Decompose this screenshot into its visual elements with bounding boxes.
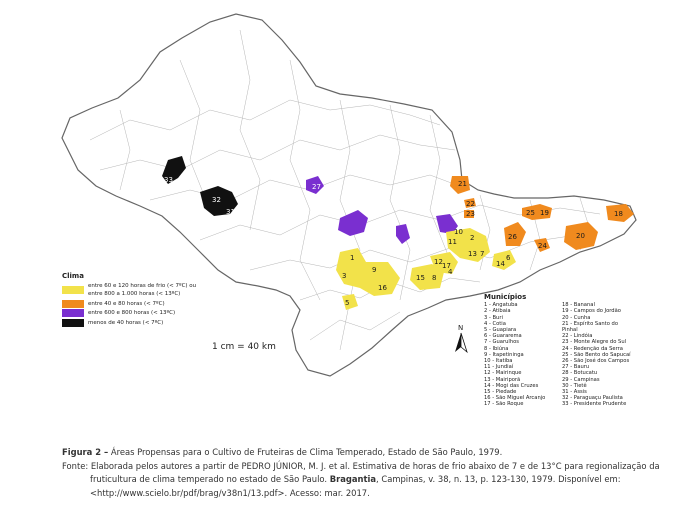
label-4: 4	[448, 268, 453, 276]
municipio-item: 12 - Mairinque	[484, 370, 522, 377]
label-23: 23	[466, 210, 475, 218]
north-arrow-icon	[452, 322, 470, 354]
municipio-item: 27 - Bauru	[562, 364, 590, 371]
municipio-item: 9 - Itapetininga	[484, 351, 524, 358]
label-19: 19	[540, 209, 549, 217]
label-32: 32	[212, 196, 221, 204]
municipio-item: 17 - São Roque	[484, 401, 524, 408]
legend-item	[62, 319, 252, 327]
municipio-item: 30 - Tietê	[562, 382, 587, 389]
label-7: 7	[480, 250, 485, 258]
municipio-item: 1 - Angatuba	[484, 302, 518, 309]
legend-label: entre 40 e 80 horas (< 7ºC)	[88, 300, 165, 307]
legend-item	[62, 282, 252, 298]
municipio-item: 3 - Buri	[484, 314, 503, 321]
figure-text: Áreas Propensas para o Cultivo de Fruteiras de Clima Temperado, Estado de São Paulo, 1979.	[108, 447, 503, 457]
label-3: 3	[342, 272, 347, 280]
municipio-item: 5 - Guapiara	[484, 327, 517, 334]
municipio-item: 33 - Presidente Prudente	[562, 401, 627, 408]
label-15: 15	[416, 274, 425, 282]
municipios-title: Municípios	[484, 293, 527, 301]
municipio-item: 6 - Guararema	[484, 333, 522, 340]
label-14: 14	[496, 260, 505, 268]
municipio-item: 26 - São José dos Campos	[562, 358, 630, 365]
municipios-list	[484, 294, 634, 408]
municipio-item: 24 - Redenção da Serra	[562, 345, 623, 352]
figure-title	[62, 446, 662, 460]
municipio-item: 25 - São Bento do Sapucaí	[562, 351, 631, 358]
figure-source	[62, 460, 662, 501]
municipio-item: 29 - Campinas	[562, 376, 600, 383]
label-6: 6	[506, 254, 511, 262]
legend-swatch-orange	[62, 300, 84, 308]
municipio-item: 10 - Itatiba	[484, 358, 513, 365]
label-17: 17	[442, 262, 451, 270]
label-12: 12	[434, 258, 443, 266]
label-13: 13	[468, 250, 477, 258]
municipio-item: 19 - Campos do Jordão	[562, 308, 621, 315]
legend-label: entre 60 e 120 horas de frio (< 7ºC) ou entre 800 a 1.000 horas (< 13ºC)	[88, 283, 197, 297]
source-b: , Campinas, v. 38, n. 13, p. 123-130, 1979. Disponível em: <http://www.scielo.br/pdf/brag/v38n1/13.pdf>. Acesso: mar. 2017.	[90, 474, 621, 498]
municipio-item: 4 - Cotia	[484, 320, 506, 327]
source-bold: Bragantia	[329, 474, 377, 484]
legend-label: menos de 40 horas (< 7ºC)	[88, 319, 164, 326]
label-16: 16	[378, 284, 387, 292]
label-25: 25	[526, 209, 535, 217]
map-scale: 1 cm = 40 km	[212, 342, 276, 352]
label-9: 9	[372, 266, 377, 274]
municipio-item: 13 - Mairiporã	[484, 376, 521, 383]
label-10: 10	[454, 228, 463, 236]
legend-swatch-black	[62, 319, 84, 327]
municipio-item: 7 - Guarulhos	[484, 339, 519, 346]
municipio-item: 21 - Espírito Santo do Pinhal	[562, 320, 618, 334]
label-31: 31	[226, 208, 235, 216]
label-27: 27	[312, 183, 321, 191]
label-26: 26	[508, 233, 517, 241]
municipio-item: 8 - Ibiúna	[484, 345, 509, 352]
label-24: 24	[538, 242, 547, 250]
municipio-item: 22 - Lindóia	[562, 333, 593, 340]
municipio-item: 16 - São Miguel Arcanjo	[484, 395, 546, 402]
label-22: 22	[466, 200, 475, 208]
source-a: Fonte: Elaborada pelos autores a partir de PEDRO JÚNIOR, M. J. et al. Estimativa de horas de frio abaixo de 7 e de 13°C para regionalização da fruticultura de clima temperado no estado de São Paulo.	[62, 460, 660, 484]
municipio-item: 20 - Cunha	[562, 314, 591, 321]
label-8: 8	[432, 274, 437, 282]
legend-label: entre 600 e 800 horas (< 13ºC)	[88, 310, 176, 316]
map-legend	[62, 272, 252, 328]
legend-item	[62, 309, 252, 317]
municipio-item: 18 - Bananal	[562, 302, 595, 309]
figure-label: Figura 2 –	[62, 447, 109, 457]
municipio-item: 31 - Assis	[562, 389, 587, 396]
legend-swatch-purple	[62, 309, 84, 317]
municipio-item: 11 - Jundiaí	[484, 364, 514, 371]
label-21: 21	[458, 180, 467, 188]
legend-swatch-yellow	[62, 286, 84, 294]
municipios-column-1	[484, 302, 556, 407]
municipio-item: 28 - Botucatu	[562, 370, 598, 377]
label-1: 1	[350, 254, 355, 262]
figure-caption	[62, 446, 662, 500]
municipio-item: 2 - Atibaia	[484, 308, 511, 315]
label-5: 5	[345, 299, 350, 307]
municipio-item: 14 - Mogi das Cruzes	[484, 382, 539, 389]
label-18: 18	[614, 210, 623, 218]
municipio-item: 23 - Monte Alegre do Sul	[562, 339, 627, 346]
municipio-item: 15 - Piedade	[484, 389, 517, 396]
label-11: 11	[448, 238, 457, 246]
label-33: 33	[164, 176, 173, 184]
legend-item	[62, 300, 252, 308]
municipio-item: 32 - Paraguaçu Paulista	[562, 395, 623, 402]
label-20: 20	[576, 232, 585, 240]
label-2: 2	[470, 234, 475, 242]
legend-title: Clima	[62, 272, 84, 280]
north-label: N	[458, 324, 464, 332]
municipios-column-2	[562, 302, 634, 407]
